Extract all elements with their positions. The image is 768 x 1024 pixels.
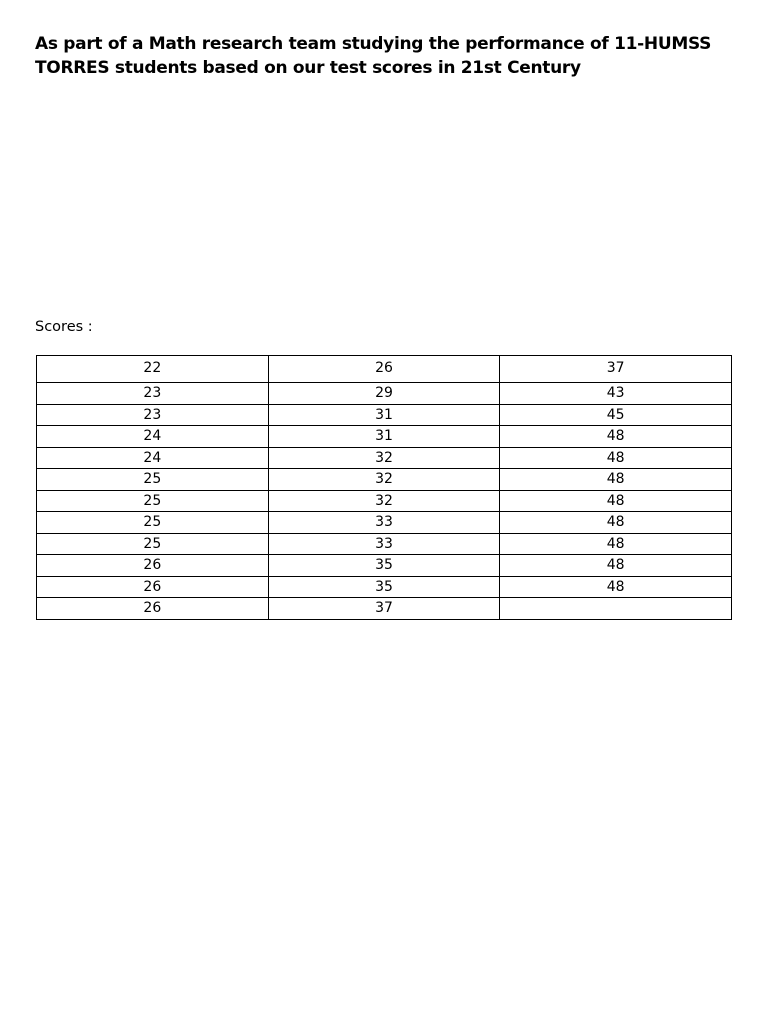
table-row	[37, 576, 732, 598]
table-cell: 25	[37, 533, 269, 555]
table-cell: 24	[37, 447, 269, 469]
table-row	[37, 356, 732, 383]
table-cell: 48	[500, 426, 732, 448]
table-cell: 26	[37, 576, 269, 598]
table-cell: 35	[268, 576, 500, 598]
table-row	[37, 598, 732, 620]
table-cell: 35	[268, 555, 500, 577]
table-cell: 22	[37, 356, 269, 383]
table-cell: 29	[268, 383, 500, 405]
scores-table	[36, 355, 732, 620]
table-cell: 32	[268, 469, 500, 491]
table-cell: 31	[268, 426, 500, 448]
table-cell: 23	[37, 383, 269, 405]
table-cell: 33	[268, 533, 500, 555]
table-cell: 43	[500, 383, 732, 405]
table-cell: 24	[37, 426, 269, 448]
table-cell: 26	[268, 356, 500, 383]
table-cell: 48	[500, 555, 732, 577]
table-cell: 48	[500, 447, 732, 469]
table-row	[37, 490, 732, 512]
table-cell	[500, 598, 732, 620]
table-cell: 48	[500, 576, 732, 598]
scores-label: Scores :	[35, 319, 93, 335]
table-cell: 32	[268, 490, 500, 512]
table-row	[37, 404, 732, 426]
table-cell: 25	[37, 469, 269, 491]
table-cell: 25	[37, 490, 269, 512]
table-row	[37, 426, 732, 448]
table-cell: 48	[500, 512, 732, 534]
table-cell: 48	[500, 490, 732, 512]
table-cell: 48	[500, 469, 732, 491]
document-title: As part of a Math research team studying the performance of 11-HUMSS TORRES students based on our test scores in 21st Century	[35, 34, 712, 78]
table-cell: 25	[37, 512, 269, 534]
table-row	[37, 383, 732, 405]
table-cell: 45	[500, 404, 732, 426]
table-cell: 48	[500, 533, 732, 555]
table-cell: 32	[268, 447, 500, 469]
table-cell: 37	[268, 598, 500, 620]
table-row	[37, 555, 732, 577]
table-cell: 33	[268, 512, 500, 534]
table-cell: 23	[37, 404, 269, 426]
table-row	[37, 447, 732, 469]
table-row	[37, 533, 732, 555]
table-row	[37, 512, 732, 534]
table-cell: 26	[37, 598, 269, 620]
table-cell: 26	[37, 555, 269, 577]
table-cell: 37	[500, 356, 732, 383]
table-row	[37, 469, 732, 491]
table-cell: 31	[268, 404, 500, 426]
